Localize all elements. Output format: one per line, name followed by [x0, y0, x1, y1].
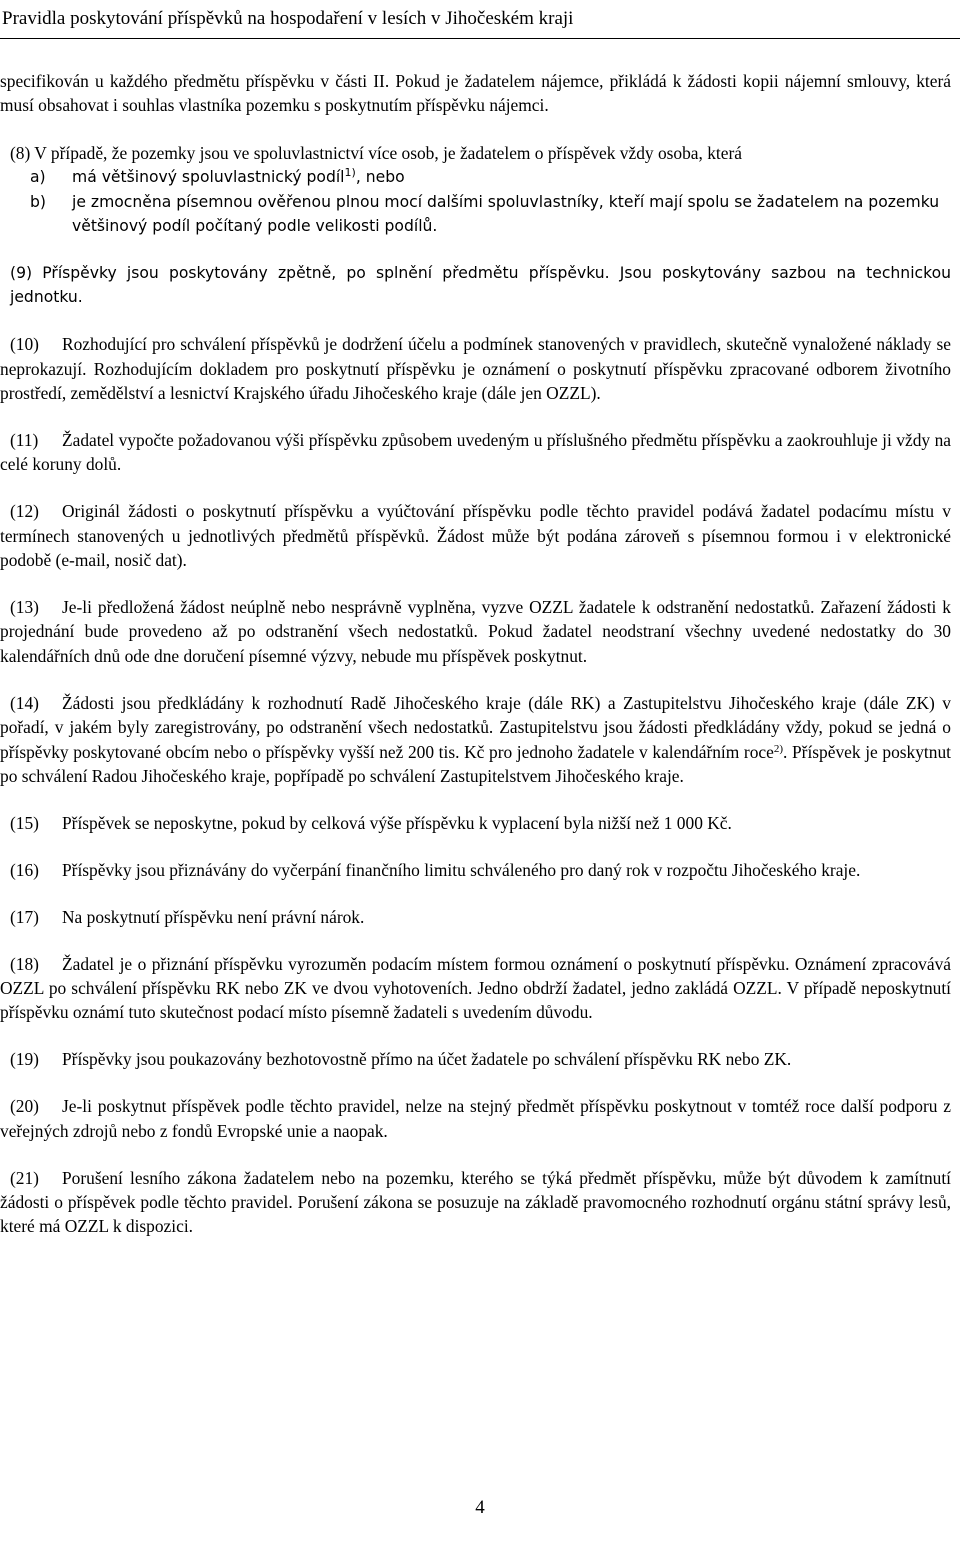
paragraph-text: Originál žádosti o poskytnutí příspěvku a vyúčtování příspěvku podle těchto pravidel podává žadatel podacímu místu v termínech stanovených u jednotlivých předmětů příspěvků. Žádost může být podána zároveň s písemnou formou i v elektronické podobě (e-mail, nosič dat). — [0, 501, 951, 571]
paragraph-text-tail: . Příspěvek je poskytnut po schválení Radou Jihočeského kraje, popřípadě po schválení Zastupitelstvem Jihočeského kraje. — [0, 741, 951, 786]
paragraph-text: Žadatel vypočte požadovanou výši příspěvku způsobem uvedeným u příslušného předmětu příspěvku a zaokrouhluje ji vždy na celé koruny dolů. — [0, 429, 951, 475]
item-a-label: a) — [30, 168, 46, 187]
item-a-body: má většinový spoluvlastnický podíl — [72, 168, 345, 187]
paragraph-8-item-b — [0, 190, 951, 239]
paragraph-number: (18) — [10, 953, 39, 974]
item-a-text — [72, 165, 951, 189]
item-a-tail: , nebo — [355, 168, 405, 187]
paragraph-17 — [0, 905, 951, 929]
paragraph-text: Žádosti jsou předkládány k rozhodnutí Radě Jihočeského kraje (dále RK) a Zastupitelstvu Jihočeského kraje (dále ZK) v pořadí, v jakém byly zaregistrovány, po odstranění všech nedostatků. Zastupitelstvu jsou žádosti předkládány vždy, pokud se jedná o příspěvky poskytované obcím nebo o příspěvky vyšší než 200 tis. Kč pro jednoho žadatele v kalendářním roce — [0, 692, 951, 762]
paragraph-text: Žadatel je o přiznání příspěvku vyrozuměn podacím místem formou oznámení o poskytnutí příspěvku. Oznámení zpracovává OZZL po schválení příspěvku RK nebo ZK ve dvou vyhotoveních. Jedno obdrží žadatel, jedno zakládá OZZL. V případě neposkytnutí příspěvku oznámí tuto skutečnost podací místo písemně žadateli s uvedením důvodu. — [0, 953, 951, 1023]
paragraph-continuation: specifikován u každého předmětu příspěvku v části II. Pokud je žadatelem nájemce, přikládá k žádosti kopii nájemní smlouvy, která musí obsahovat i souhlas vlastníka pozemku s poskytnutím příspěvku nájemci. — [0, 71, 951, 116]
paragraph-text: Příspěvky jsou poukazovány bezhotovostně přímo na účet žadatele po schválení příspěvku RK nebo ZK. — [62, 1049, 792, 1070]
footnote-ref-2: 2) — [773, 742, 784, 755]
paragraph-14 — [0, 691, 951, 789]
paragraph-8-intro: (8) V případě, že pozemky jsou ve spoluvlastnictví více osob, je žadatelem o příspěvek vždy osoba, která — [10, 142, 742, 163]
paragraph-11 — [0, 428, 951, 477]
paragraph-12 — [0, 499, 951, 572]
paragraph-19 — [0, 1047, 951, 1071]
paragraph-number: (10) — [10, 334, 39, 355]
paragraph-text: Příspěvky jsou přiznávány do vyčerpání finančního limitu schváleného pro daný rok v rozpočtu Jihočeského kraje. — [62, 859, 861, 880]
paragraph-8 — [0, 141, 951, 261]
paragraph-20 — [0, 1094, 951, 1143]
paragraph-number: (20) — [10, 1096, 39, 1117]
paragraph-10 — [0, 332, 951, 405]
paragraph-text: Příspěvek se neposkytne, pokud by celková výše příspěvku k vyplacení byla nižší než 1 000 Kč. — [62, 812, 732, 833]
paragraph-text: Je-li předložená žádost neúplně nebo nesprávně vyplněna, vyzve OZZL žadatele k odstranění nedostatků. Zařazení žádosti k projednání bude provedeno až po odstranění všech nedostatků. Pokud žadatel neodstraní všechny uvedené nedostatky do 30 kalendářních dnů ode dne doručení písemné výzvy, nebude mu příspěvek poskytnut. — [0, 597, 951, 666]
paragraph-21 — [0, 1166, 951, 1239]
item-b-text: je zmocněna písemnou ověřenou plnou mocí dalšími spoluvlastníky, kteří mají spolu se žadatelem na pozemku většinový podíl počítaný podle velikosti podílů. — [72, 192, 940, 236]
document-body — [0, 69, 951, 1261]
header-rule — [0, 38, 960, 39]
paragraph-text: Je-li poskytnut příspěvek podle těchto pravidel, nelze na stejný předmět příspěvku poskytnout v tomtéž roce další podporu z veřejných zdrojů nebo z fondů Evropské unie a naopak. — [0, 1096, 951, 1141]
paragraph-number: (14) — [10, 692, 39, 713]
paragraph-text: Na poskytnutí příspěvku není právní nárok. — [62, 906, 365, 927]
paragraph-18 — [0, 952, 951, 1025]
paragraph-9: (9) Příspěvky jsou poskytovány zpětně, po splnění předmětu příspěvku. Jsou poskytovány sazbou na technickou jednotku. — [10, 263, 951, 307]
paragraph-number: (15) — [10, 812, 39, 833]
paragraph-number: (11) — [10, 429, 39, 450]
paragraph-number: (21) — [10, 1167, 39, 1188]
paragraph-16 — [0, 858, 951, 882]
paragraph-8-item-a — [0, 165, 951, 189]
paragraph-text: Porušení lesního zákona žadatelem nebo na pozemku, kterého se týká předmět příspěvku, může být důvodem k zamítnutí žádosti o příspěvek podle těchto pravidel. Porušení zákona se posuzuje na základě pravomocného rozhodnutí orgánu státní správy lesů, které má OZZL k dispozici. — [0, 1167, 951, 1237]
paragraph-number: (13) — [10, 597, 39, 617]
paragraph-number: (19) — [10, 1049, 39, 1070]
paragraph-text: Rozhodující pro schválení příspěvků je dodržení účelu a podmínek stanovených v pravidlech, skutečně vynaložené náklady se neprokazují. Rozhodujícím dokladem pro poskytnutí příspěvku je oznámení o poskytnutí příspěvku zpracované odborem životního prostředí, zemědělství a lesnictví Krajského úřadu Jihočeského kraje (dále jen OZZL). — [0, 334, 951, 404]
paragraph-13 — [0, 595, 951, 668]
page-header: Pravidla poskytování příspěvků na hospodaření v lesích v Jihočeském kraji — [2, 8, 574, 29]
page-number: 4 — [475, 1497, 485, 1518]
paragraph-number: (17) — [10, 906, 39, 927]
paragraph-15 — [0, 811, 951, 835]
item-b-label: b) — [30, 192, 46, 211]
paragraph-number: (16) — [10, 859, 39, 880]
footnote-ref-1: 1) — [344, 166, 356, 180]
paragraph-number: (12) — [10, 501, 39, 522]
